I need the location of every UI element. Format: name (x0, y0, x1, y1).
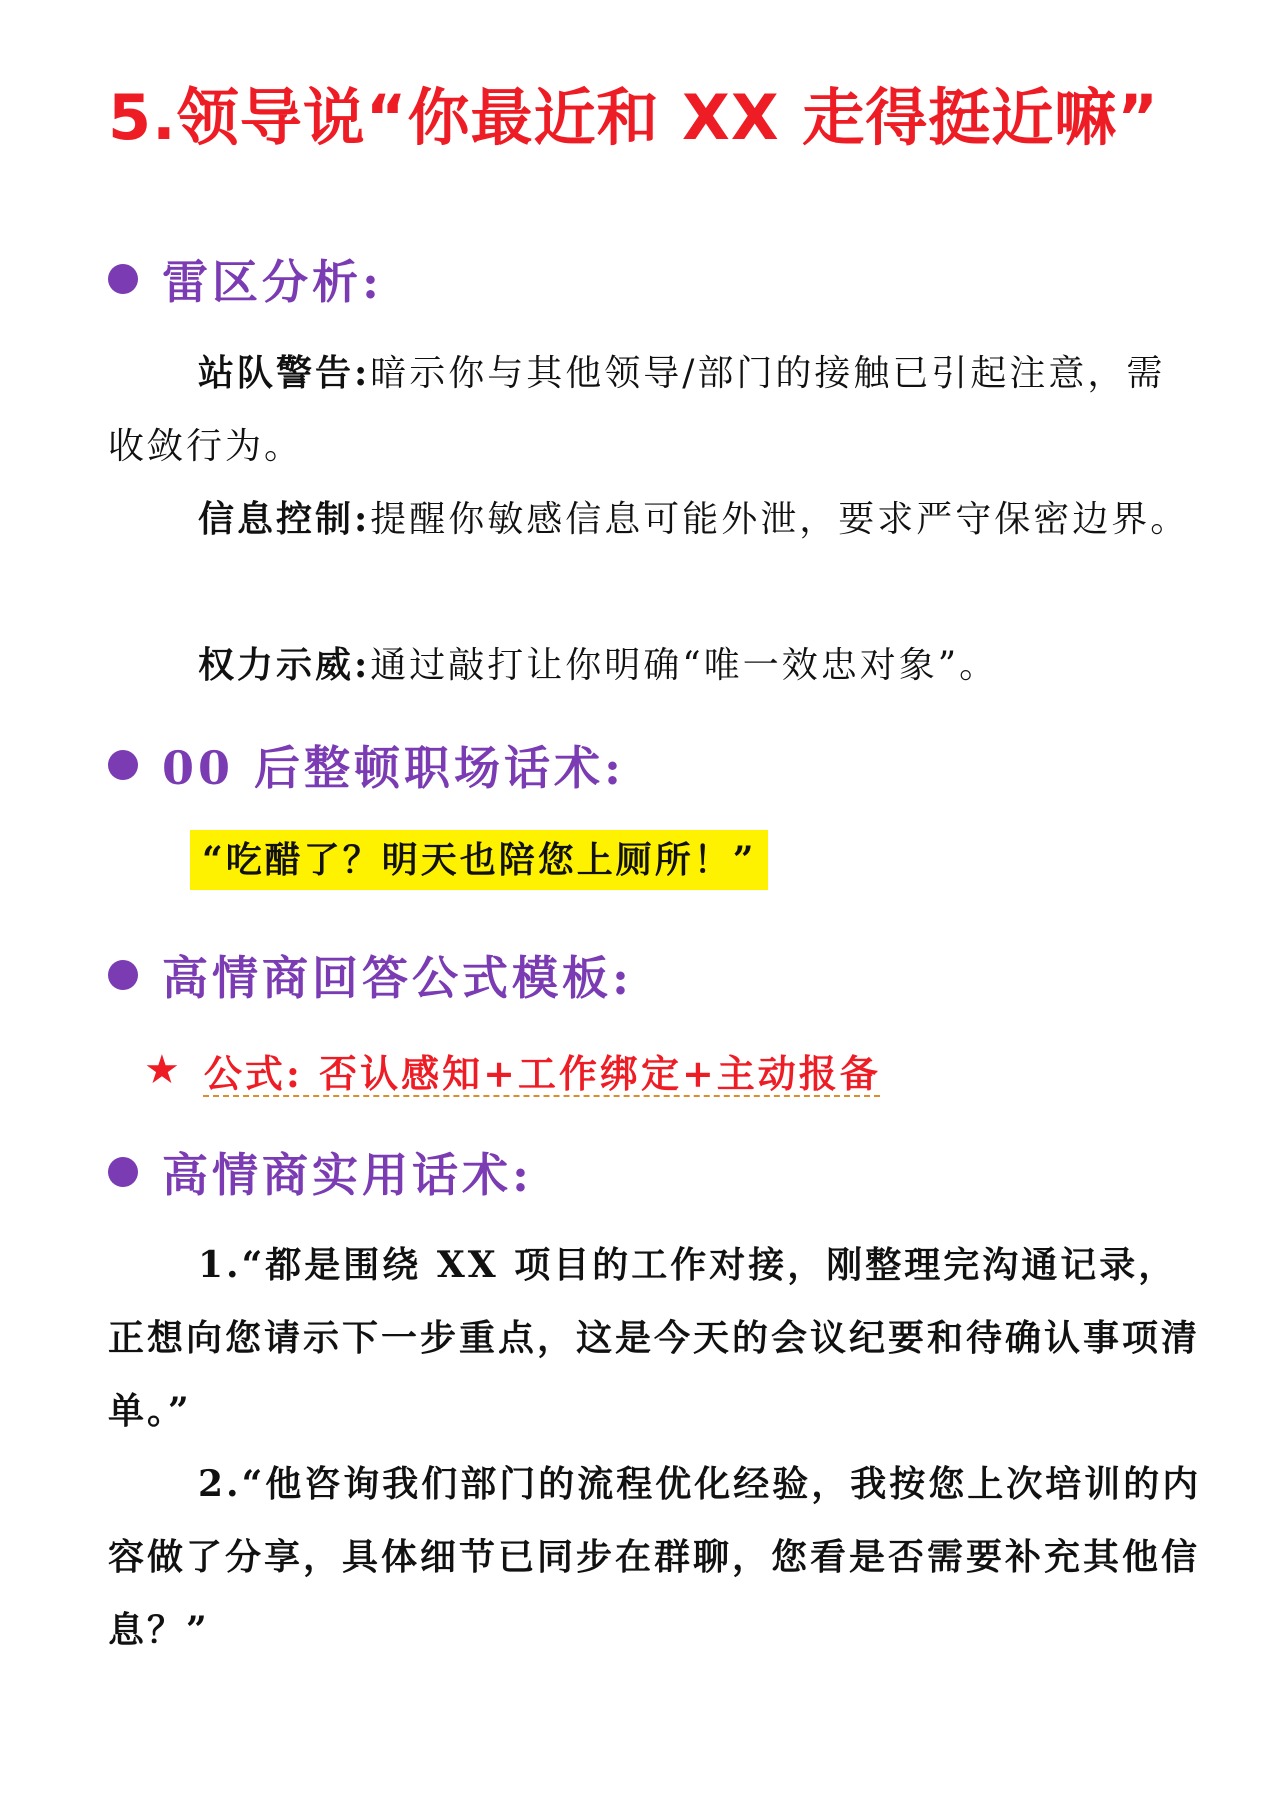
bullet-dot-icon (108, 1157, 138, 1187)
analysis-item-lead: 信息控制: (198, 498, 371, 540)
analysis-item-text: 暗示你与其他领导/部门的接触已引起注意，需收敛行为。 (108, 353, 1166, 467)
analysis-item-text: 提醒你敏感信息可能外泄，要求严守保密边界。 (370, 499, 1190, 540)
section-heading-text: 高情商实用话术: (162, 1148, 533, 1202)
section-heading-text: 雷区分析: (162, 255, 383, 309)
formula-text: 公式: 否认感知+工作绑定+主动报备 (203, 1050, 881, 1096)
star-icon: ★ (144, 1047, 180, 1093)
analysis-item (108, 337, 1203, 483)
highlighted-quote: “吃醋了？明天也陪您上厕所！” (190, 830, 768, 890)
formula-line (144, 1040, 881, 1100)
script-item: 1.“都是围绕 XX 项目的工作对接，刚整理完沟通记录，正想向您请示下一步重点，这是今天的会议纪要和待确认事项清单。” (108, 1244, 1201, 1432)
bullet-dot-icon (108, 750, 138, 780)
section-heading-text: 00 后整顿职场话术: (162, 741, 626, 795)
section-heading-gen00 (108, 730, 625, 800)
bullet-dot-icon (108, 264, 138, 294)
section-heading-analysis (108, 244, 383, 314)
bullet-dot-icon (108, 960, 138, 990)
analysis-item-lead: 权力示威: (198, 644, 371, 686)
page-title: 5.领导说“你最近和 XX 走得挺近嘛” (108, 81, 1159, 154)
analysis-item-text: 通过敲打让你明确“唯一效忠对象”。 (370, 645, 999, 686)
script-item: 2.“他咨询我们部门的流程优化经验，我按您上次培训的内容做了分享，具体细节已同步在群聊，您看是否需要补充其他信息？” (108, 1463, 1202, 1651)
analysis-item (108, 629, 1203, 702)
analysis-item-lead: 站队警告: (198, 352, 371, 394)
section-heading-text: 高情商回答公式模板: (162, 951, 633, 1005)
analysis-item (108, 483, 1203, 556)
section-heading-scripts (108, 1137, 533, 1207)
section-heading-formula (108, 940, 633, 1010)
